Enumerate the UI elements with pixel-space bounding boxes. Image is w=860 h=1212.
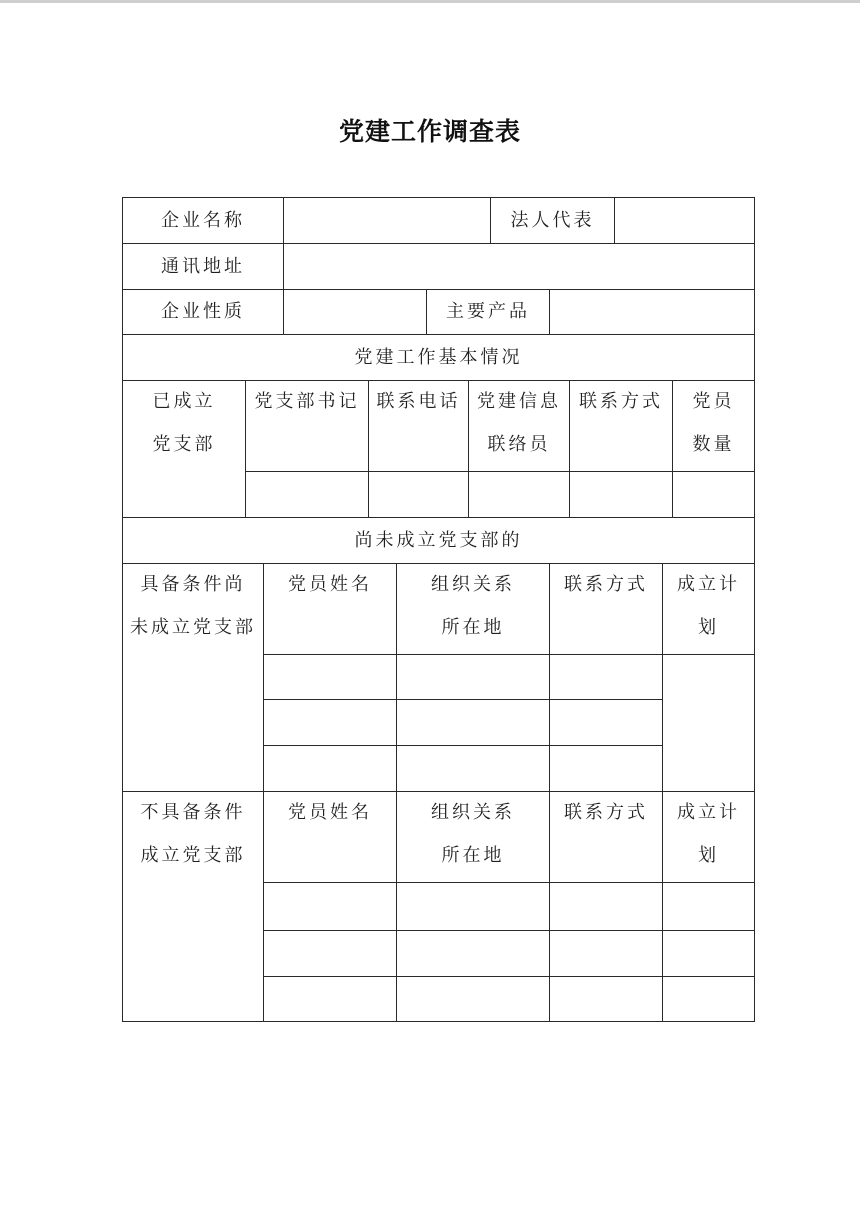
table-row[interactable] — [550, 931, 662, 976]
col-member-count-line1: 党员 — [692, 391, 735, 412]
table-row[interactable] — [550, 977, 662, 1021]
established-branch-label-line1: 已成立 — [152, 391, 216, 412]
col-org-location-3-line2: 所在地 — [441, 845, 505, 866]
table-row[interactable] — [264, 655, 396, 699]
col-org-location-line1: 组织关系 — [431, 574, 515, 595]
qualified-label-line2: 未成立党支部 — [130, 617, 256, 638]
company-name-label: 企业名称 — [161, 209, 245, 231]
company-name-field[interactable] — [284, 198, 490, 243]
col-info-liaison-line2: 联络员 — [487, 434, 551, 455]
table-row[interactable] — [663, 977, 754, 1021]
legal-rep-label: 法人代表 — [510, 209, 595, 231]
col-org-location-3-line1: 组织关系 — [431, 802, 515, 823]
col-member-count — [673, 381, 754, 471]
table-row[interactable] — [550, 883, 662, 930]
col-org-location-3 — [397, 792, 549, 882]
table-row[interactable] — [397, 977, 549, 1021]
document-title: 党建工作调查表 — [338, 117, 521, 146]
table-row[interactable] — [264, 883, 396, 930]
qualified-label-line1: 具备条件尚 — [140, 574, 246, 595]
col-member-name-3-label: 党员姓名 — [288, 802, 372, 823]
col-establish-plan-3-line2: 划 — [698, 845, 719, 866]
col-org-location — [397, 564, 549, 654]
table-row[interactable] — [397, 883, 549, 930]
col-info-liaison — [469, 381, 569, 471]
table-row[interactable] — [264, 700, 396, 745]
input-info-liaison[interactable] — [469, 472, 569, 517]
col-contact-method-3 — [550, 792, 662, 882]
col-member-count-line2: 数量 — [692, 434, 735, 455]
address-field[interactable] — [284, 244, 754, 289]
col-member-name-3 — [264, 792, 396, 882]
col-contact-phone — [369, 381, 468, 471]
unqualified-label-line2: 成立党支部 — [140, 845, 246, 866]
table-rule — [754, 197, 755, 1022]
company-nature-label: 企业性质 — [161, 301, 245, 322]
established-section-header: 党建工作基本情况 — [354, 346, 523, 368]
input-member-count[interactable] — [673, 472, 754, 517]
established-branch-label-line2: 党支部 — [152, 434, 216, 455]
input-branch-secretary[interactable] — [246, 472, 368, 517]
qualified-not-established-label — [123, 564, 263, 791]
col-contact-method-label: 联系方式 — [579, 391, 663, 412]
col-contact-phone-label: 联系电话 — [376, 391, 461, 412]
col-contact-method-2 — [550, 564, 662, 654]
col-member-name-label: 党员姓名 — [288, 574, 372, 595]
establish-plan-field[interactable] — [663, 655, 754, 791]
col-info-liaison-line1: 党建信息 — [477, 391, 561, 412]
col-branch-secretary — [246, 381, 368, 471]
unqualified-label — [123, 792, 263, 1021]
col-member-name — [264, 564, 396, 654]
table-row[interactable] — [264, 931, 396, 976]
col-org-location-line2: 所在地 — [441, 617, 505, 638]
table-rule — [122, 1021, 755, 1022]
input-contact-method[interactable] — [570, 472, 672, 517]
col-establish-plan-3-line1: 成立计 — [677, 802, 740, 823]
table-row[interactable] — [550, 655, 662, 699]
main-product-label: 主要产品 — [446, 301, 530, 322]
table-row[interactable] — [397, 655, 549, 699]
table-row[interactable] — [397, 700, 549, 745]
company-nature-field[interactable] — [284, 290, 426, 334]
col-contact-method — [570, 381, 672, 471]
unqualified-label-line1: 不具备条件 — [140, 802, 246, 823]
col-establish-plan-3 — [663, 792, 754, 882]
table-row[interactable] — [550, 700, 662, 745]
table-row[interactable] — [264, 746, 396, 791]
table-row[interactable] — [397, 931, 549, 976]
table-row[interactable] — [550, 746, 662, 791]
col-establish-plan — [663, 564, 754, 654]
not-established-section-header: 尚未成立党支部的 — [354, 529, 523, 551]
legal-rep-field[interactable] — [615, 198, 754, 243]
col-contact-method-3-label: 联系方式 — [564, 802, 648, 823]
col-branch-secretary-label: 党支部书记 — [254, 391, 360, 412]
table-row[interactable] — [663, 883, 754, 930]
table-row[interactable] — [397, 746, 549, 791]
established-branch-label — [123, 381, 245, 517]
table-row[interactable] — [663, 931, 754, 976]
col-establish-plan-line2: 划 — [698, 617, 719, 638]
col-contact-method-2-label: 联系方式 — [564, 574, 648, 595]
address-label: 通讯地址 — [161, 255, 245, 277]
main-product-field[interactable] — [550, 290, 754, 334]
col-establish-plan-line1: 成立计 — [677, 574, 740, 595]
input-contact-phone[interactable] — [369, 472, 468, 517]
table-row[interactable] — [264, 977, 396, 1021]
